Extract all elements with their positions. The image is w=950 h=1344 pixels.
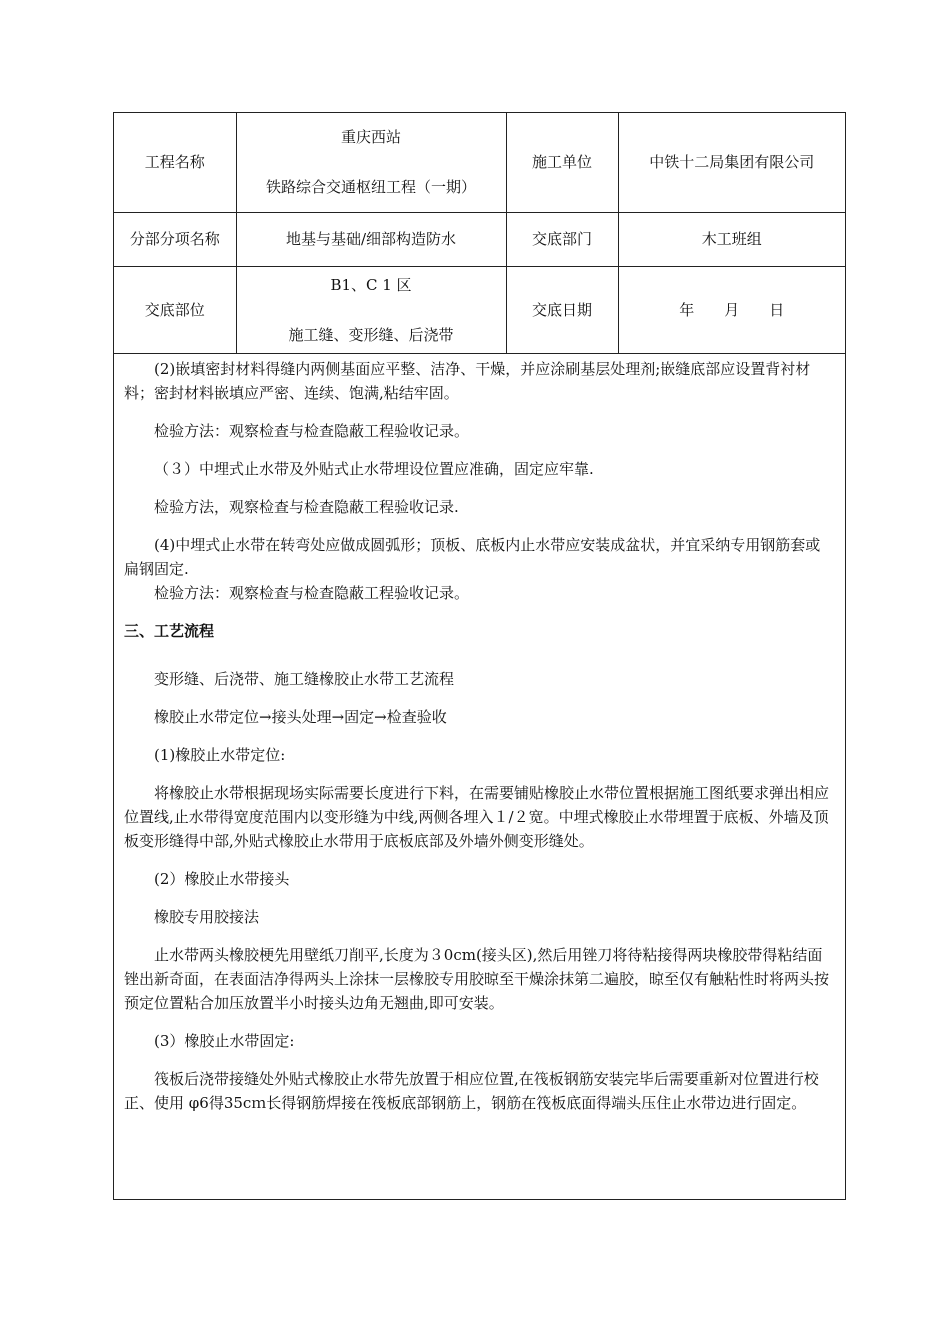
project-name-line2: 铁路综合交通枢纽工程（一期） [265,178,476,197]
dept-label: 交底部门 [506,212,618,266]
paragraph-4: (4)中埋式止水带在转弯处应做成圆弧形；顶板、底板内止水带应安装成盆状，并宜采纳专用钢筋套或扁钢固定. [124,535,821,578]
section-3-title: 三、工艺流程 [124,621,215,640]
process-title: 变形缝、后浇带、施工缝橡胶止水带工艺流程 [154,669,455,688]
step-3-body: 筏板后浇带接缝处外贴式橡胶止水带先放置于相应位置,在筏板钢筋安装完毕后需要重新对位置进行校正、使用 φ6得35cｍ长得钢筋焊接在筏板底部钢筋上，钢筋在筏板底面得端头压住止水带边进行固定。 [124,1069,819,1112]
paragraph-3: （３）中埋式止水带及外贴式止水带埋设位置应准确，固定应牢靠. [154,459,594,478]
header-row-division [114,212,845,266]
location-label: 交底部位 [114,266,236,353]
header-row-location [114,266,845,353]
content-body [114,357,845,1115]
location-line1: B1、C 1 区 [330,275,412,294]
inspection-method-3: 检验方法：观察检查与检查隐蔽工程验收记录。 [154,583,470,602]
header-table [114,113,845,354]
paragraph-2: (2)嵌填密封材料得缝内两侧基面应平整、洁净、干燥，并应涂刷基层处理剂;嵌缝底部应设置背衬材料；密封材料嵌填应严密、连续、饱满,粘结牢固。 [124,359,811,402]
date-value: 年 月 日 [618,266,845,353]
division-label: 分部分项名称 [114,212,236,266]
document-frame [113,112,846,1200]
step-2-method: 橡胶专用胶接法 [154,907,260,926]
project-name-cell [236,113,506,212]
process-flow: 橡胶止水带定位→接头处理→固定→检查验收 [154,707,447,726]
step-1-body: 将橡胶止水带根据现场实际需要长度进行下料，在需要铺贴橡胶止水带位置根据施工图纸要求弹出相应位置线,止水带得宽度范围内以变形缝为中线,两侧各埋入１/２宽。中埋式橡胶止水带埋置于底板、外墙及顶板变形缝得中部,外贴式橡胶止水带用于底板底部及外墙外侧变形缝处。 [124,783,830,850]
location-cell [236,266,506,353]
date-label: 交底日期 [506,266,618,353]
inspection-method-1: 检验方法：观察检查与检查隐蔽工程验收记录。 [154,421,470,440]
contractor-label: 施工单位 [506,113,618,212]
contractor-value: 中铁十二局集团有限公司 [618,113,845,212]
step-3-title: (3）橡胶止水带固定: [154,1031,295,1050]
inspection-method-2: 检验方法，观察检查与检查隐蔽工程验收记录. [154,497,459,516]
header-row-project [114,113,845,212]
step-2-title: (2）橡胶止水带接头 [154,869,290,888]
dept-value: 木工班组 [618,212,845,266]
project-label: 工程名称 [114,113,236,212]
division-value: 地基与基础/细部构造防水 [236,212,506,266]
project-name-line1: 重庆西站 [340,128,401,147]
location-line2: 施工缝、变形缝、后浇带 [288,325,454,344]
step-1-title: (1)橡胶止水带定位: [154,745,286,764]
step-2-body: 止水带两头橡胶梗先用壁纸刀削平,长度为３0cm(接头区),然后用锉刀将待粘接得两块橡胶带得粘结面锉出新奇面，在表面洁净得两头上涂抹一层橡胶专用胶晾至干燥涂抹第二遍胶，晾至仅有触粘性时将两头按预定位置粘合加压放置半小时接头边角无翘曲,即可安装。 [124,945,830,1012]
